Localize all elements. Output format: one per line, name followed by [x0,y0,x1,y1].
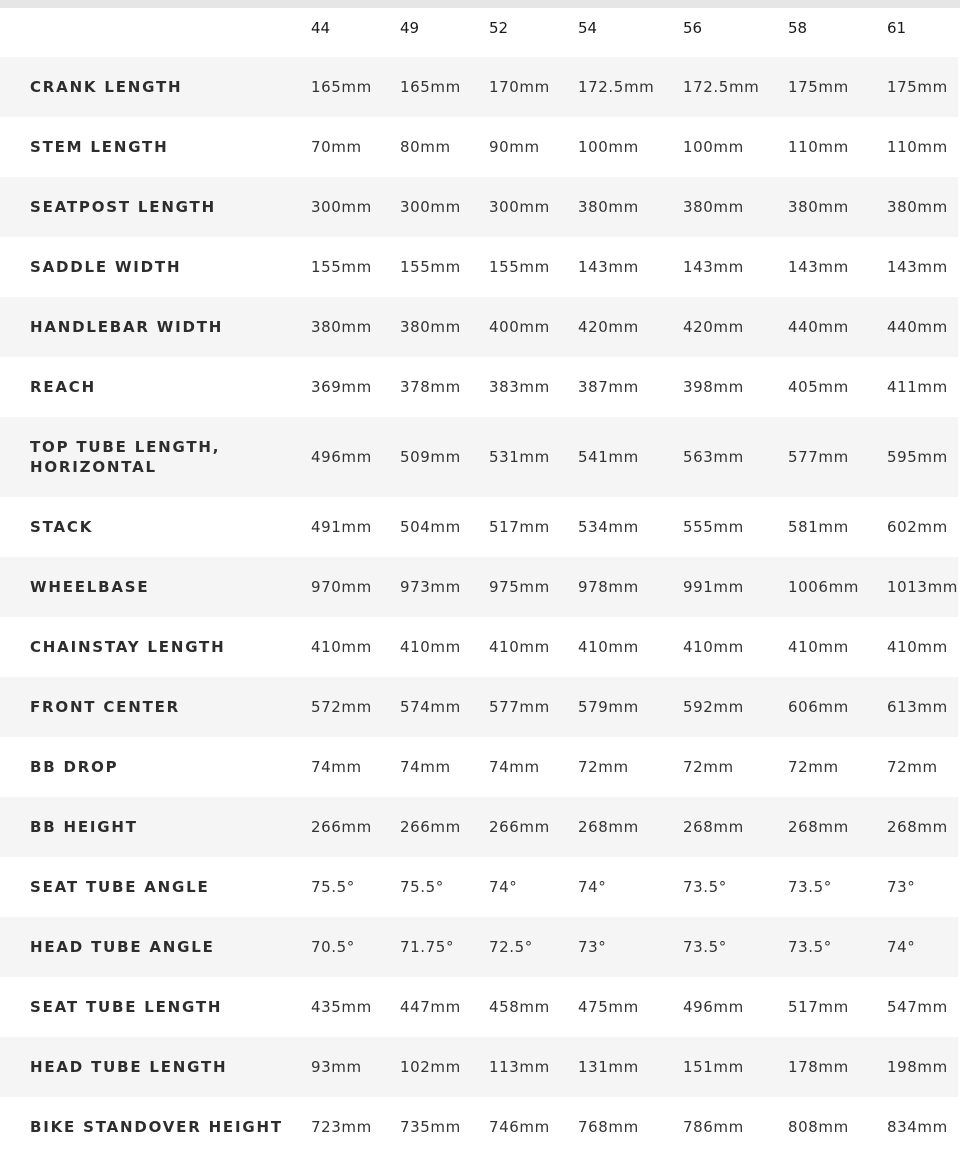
row-label: REACH [30,378,96,396]
table-cell: 581mm [788,518,849,536]
row-label: STACK [30,518,94,536]
table-cell: 155mm [311,258,372,276]
table-cell: 978mm [578,578,639,596]
table-cell: 268mm [578,818,639,836]
table-cell: 143mm [578,258,639,276]
table-cell: 102mm [400,1058,461,1076]
row-label: STEM LENGTH [30,138,169,156]
table-cell: 72.5° [489,938,533,956]
table-cell: 411mm [887,378,948,396]
table-row [0,917,958,977]
table-cell: 369mm [311,378,372,396]
table-row [0,417,958,497]
table-row [0,177,958,237]
table-cell: 380mm [578,198,639,216]
table-cell: 746mm [489,1118,550,1136]
table-cell: 592mm [683,698,744,716]
table-cell: 380mm [683,198,744,216]
table-cell: 410mm [788,638,849,656]
table-cell: 458mm [489,998,550,1016]
table-cell: 531mm [489,448,550,466]
table-cell: 300mm [400,198,461,216]
table-cell: 268mm [683,818,744,836]
table-cell: 73.5° [788,878,832,896]
table-cell: 198mm [887,1058,948,1076]
row-label: SEAT TUBE LENGTH [30,998,223,1016]
table-cell: 496mm [683,998,744,1016]
table-cell: 380mm [788,198,849,216]
table-cell: 74° [578,878,607,896]
table-cell: 175mm [788,78,849,96]
table-cell: 100mm [683,138,744,156]
top-divider [0,0,960,8]
table-cell: 113mm [489,1058,550,1076]
table-row [0,117,958,177]
table-cell: 70.5° [311,938,355,956]
table-cell: 613mm [887,698,948,716]
size-header-49: 49 [400,19,420,37]
table-cell: 73° [887,878,916,896]
table-cell: 74° [887,938,916,956]
table-cell: 90mm [489,138,540,156]
row-label: FRONT CENTER [30,698,180,716]
size-header-52: 52 [489,19,509,37]
table-cell: 398mm [683,378,744,396]
size-header-44: 44 [311,19,331,37]
table-row [0,1097,958,1157]
table-cell: 143mm [683,258,744,276]
table-cell: 73.5° [788,938,832,956]
table-cell: 155mm [489,258,550,276]
table-cell: 151mm [683,1058,744,1076]
table-cell: 380mm [887,198,948,216]
table-cell: 509mm [400,448,461,466]
table-cell: 170mm [489,78,550,96]
row-label: WHEELBASE [30,578,150,596]
row-label: BIKE STANDOVER HEIGHT [30,1118,283,1136]
table-cell: 1013mm [887,578,958,596]
table-cell: 405mm [788,378,849,396]
table-cell: 110mm [887,138,948,156]
table-cell: 420mm [683,318,744,336]
table-cell: 71.75° [400,938,455,956]
table-cell: 100mm [578,138,639,156]
table-row [0,497,958,557]
table-row [0,977,958,1037]
table-cell: 606mm [788,698,849,716]
table-cell: 410mm [578,638,639,656]
size-header-row [0,8,960,57]
table-cell: 378mm [400,378,461,396]
table-cell: 74mm [489,758,540,776]
row-label: BB HEIGHT [30,818,138,836]
table-cell: 74° [489,878,518,896]
table-cell: 973mm [400,578,461,596]
table-row [0,237,958,297]
table-cell: 387mm [578,378,639,396]
table-cell: 73° [578,938,607,956]
table-cell: 563mm [683,448,744,466]
table-row [0,737,958,797]
row-label: CRANK LENGTH [30,78,183,96]
table-cell: 410mm [887,638,948,656]
table-cell: 975mm [489,578,550,596]
table-cell: 266mm [311,818,372,836]
table-cell: 541mm [578,448,639,466]
table-cell: 834mm [887,1118,948,1136]
table-cell: 447mm [400,998,461,1016]
table-cell: 555mm [683,518,744,536]
row-label: TOP TUBE LENGTH, HORIZONTAL [30,438,221,476]
table-cell: 574mm [400,698,461,716]
table-cell: 504mm [400,518,461,536]
table-cell: 178mm [788,1058,849,1076]
table-cell: 380mm [311,318,372,336]
table-cell: 383mm [489,378,550,396]
table-cell: 73.5° [683,938,727,956]
table-cell: 572mm [311,698,372,716]
table-cell: 268mm [887,818,948,836]
table-cell: 74mm [311,758,362,776]
table-row [0,1037,958,1097]
table-cell: 266mm [489,818,550,836]
table-cell: 547mm [887,998,948,1016]
table-cell: 72mm [788,758,839,776]
table-cell: 723mm [311,1118,372,1136]
table-cell: 991mm [683,578,744,596]
table-cell: 143mm [887,258,948,276]
table-cell: 577mm [788,448,849,466]
table-cell: 491mm [311,518,372,536]
size-header-54: 54 [578,19,598,37]
row-label: HEAD TUBE ANGLE [30,938,215,956]
table-cell: 517mm [788,998,849,1016]
table-cell: 410mm [683,638,744,656]
table-cell: 110mm [788,138,849,156]
size-header-56: 56 [683,19,703,37]
table-cell: 165mm [400,78,461,96]
table-row [0,57,958,117]
table-cell: 266mm [400,818,461,836]
table-cell: 534mm [578,518,639,536]
table-cell: 268mm [788,818,849,836]
table-cell: 74mm [400,758,451,776]
table-row [0,797,958,857]
table-row [0,857,958,917]
size-header-58: 58 [788,19,808,37]
table-cell: 70mm [311,138,362,156]
table-cell: 517mm [489,518,550,536]
table-row [0,297,958,357]
table-cell: 410mm [311,638,372,656]
table-cell: 175mm [887,78,948,96]
table-cell: 131mm [578,1058,639,1076]
table-cell: 579mm [578,698,639,716]
table-cell: 155mm [400,258,461,276]
table-cell: 577mm [489,698,550,716]
table-cell: 400mm [489,318,550,336]
table-cell: 735mm [400,1118,461,1136]
table-cell: 410mm [400,638,461,656]
table-row [0,677,958,737]
table-cell: 768mm [578,1118,639,1136]
table-cell: 300mm [489,198,550,216]
table-cell: 75.5° [400,878,444,896]
table-cell: 410mm [489,638,550,656]
table-cell: 435mm [311,998,372,1016]
row-label: HEAD TUBE LENGTH [30,1058,228,1076]
table-row [0,557,958,617]
table-cell: 75.5° [311,878,355,896]
row-label: SADDLE WIDTH [30,258,182,276]
table-cell: 1006mm [788,578,859,596]
table-cell: 80mm [400,138,451,156]
table-cell: 93mm [311,1058,362,1076]
table-cell: 73.5° [683,878,727,896]
table-cell: 440mm [788,318,849,336]
row-label: CHAINSTAY LENGTH [30,638,226,656]
table-cell: 786mm [683,1118,744,1136]
table-cell: 143mm [788,258,849,276]
table-cell: 300mm [311,198,372,216]
table-cell: 602mm [887,518,948,536]
table-cell: 172.5mm [683,78,760,96]
row-label: SEATPOST LENGTH [30,198,216,216]
table-cell: 380mm [400,318,461,336]
table-cell: 420mm [578,318,639,336]
row-label: HANDLEBAR WIDTH [30,318,224,336]
table-cell: 72mm [578,758,629,776]
row-label: SEAT TUBE ANGLE [30,878,210,896]
table-cell: 808mm [788,1118,849,1136]
row-label: BB DROP [30,758,119,776]
size-header-61: 61 [887,19,907,37]
table-cell: 440mm [887,318,948,336]
table-cell: 970mm [311,578,372,596]
table-row [0,617,958,677]
table-cell: 595mm [887,448,948,466]
table-row [0,357,958,417]
table-cell: 172.5mm [578,78,655,96]
table-cell: 72mm [683,758,734,776]
table-cell: 496mm [311,448,372,466]
table-cell: 165mm [311,78,372,96]
table-cell: 72mm [887,758,938,776]
table-cell: 475mm [578,998,639,1016]
